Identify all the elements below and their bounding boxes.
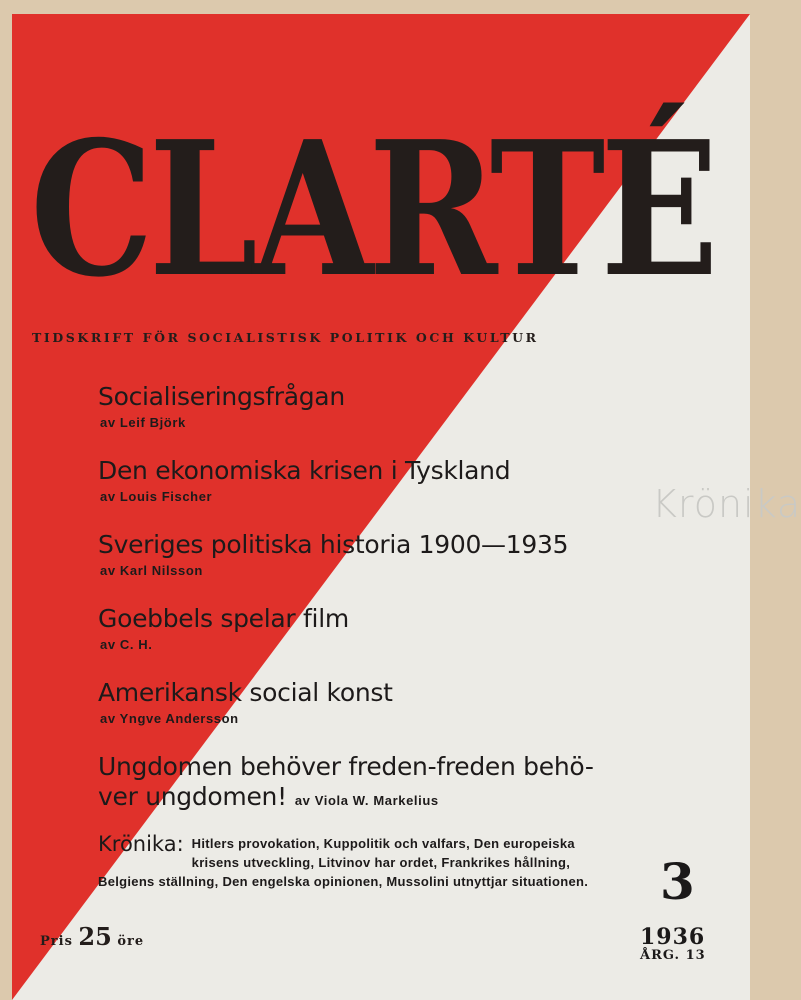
article-title: Den ekonomiska krisen i Tyskland <box>98 456 511 485</box>
toc-entry <box>98 752 594 816</box>
price-amount: 25 <box>78 922 112 951</box>
price-currency: öre <box>117 934 145 949</box>
article-author: av Karl Nilsson <box>100 563 203 578</box>
masthead-title: CLARTÉ <box>30 100 714 318</box>
article-title: Socialiseringsfrågan <box>98 382 345 411</box>
article-author: av C. H. <box>100 637 153 652</box>
article-title: Ungdomen behöver freden-freden behö- <box>98 752 594 781</box>
issue-volume: ÅRG. 13 <box>640 948 706 963</box>
article-author: av Yngve Andersson <box>100 711 239 726</box>
issue-year: 1936 <box>640 924 706 950</box>
article-author: av Viola W. Markelius <box>294 793 439 808</box>
article-title: Goebbels spelar film <box>98 604 349 633</box>
article-title-line2: ver ungdomen! <box>98 782 287 811</box>
price-label <box>40 922 144 951</box>
magazine-cover <box>12 14 801 1000</box>
article-title-continued <box>98 782 594 816</box>
toc-entry <box>98 678 393 726</box>
article-title: Amerikansk social konst <box>98 678 393 707</box>
kronika-topics: Hitlers provokation, Kuppolitik och valfars, Den europeiska krisens utveckling, Litvinov har ordet, Frankrikes hållning, Belgiens ställning, Den engelska opinionen, Mussolini utnyttjar situationen. <box>98 836 589 889</box>
kronika-section <box>98 832 618 891</box>
article-author: av Leif Björk <box>100 415 186 430</box>
masthead-subtitle: TIDSKRIFT FÖR SOCIALISTISK POLITIK OCH KULTUR <box>32 330 539 345</box>
toc-entry <box>98 456 510 504</box>
toc-entry <box>98 604 349 652</box>
issue-number: 3 <box>660 852 695 911</box>
toc-entry <box>98 530 568 578</box>
price-prefix: Pris <box>40 934 73 949</box>
kronika-heading: Krönika: <box>98 832 184 856</box>
article-author: av Louis Fischer <box>100 489 213 504</box>
background-page-heading: Krönika <box>652 482 801 526</box>
toc-entry <box>98 382 345 430</box>
article-title: Sveriges politiska historia 1900—1935 <box>98 530 569 559</box>
